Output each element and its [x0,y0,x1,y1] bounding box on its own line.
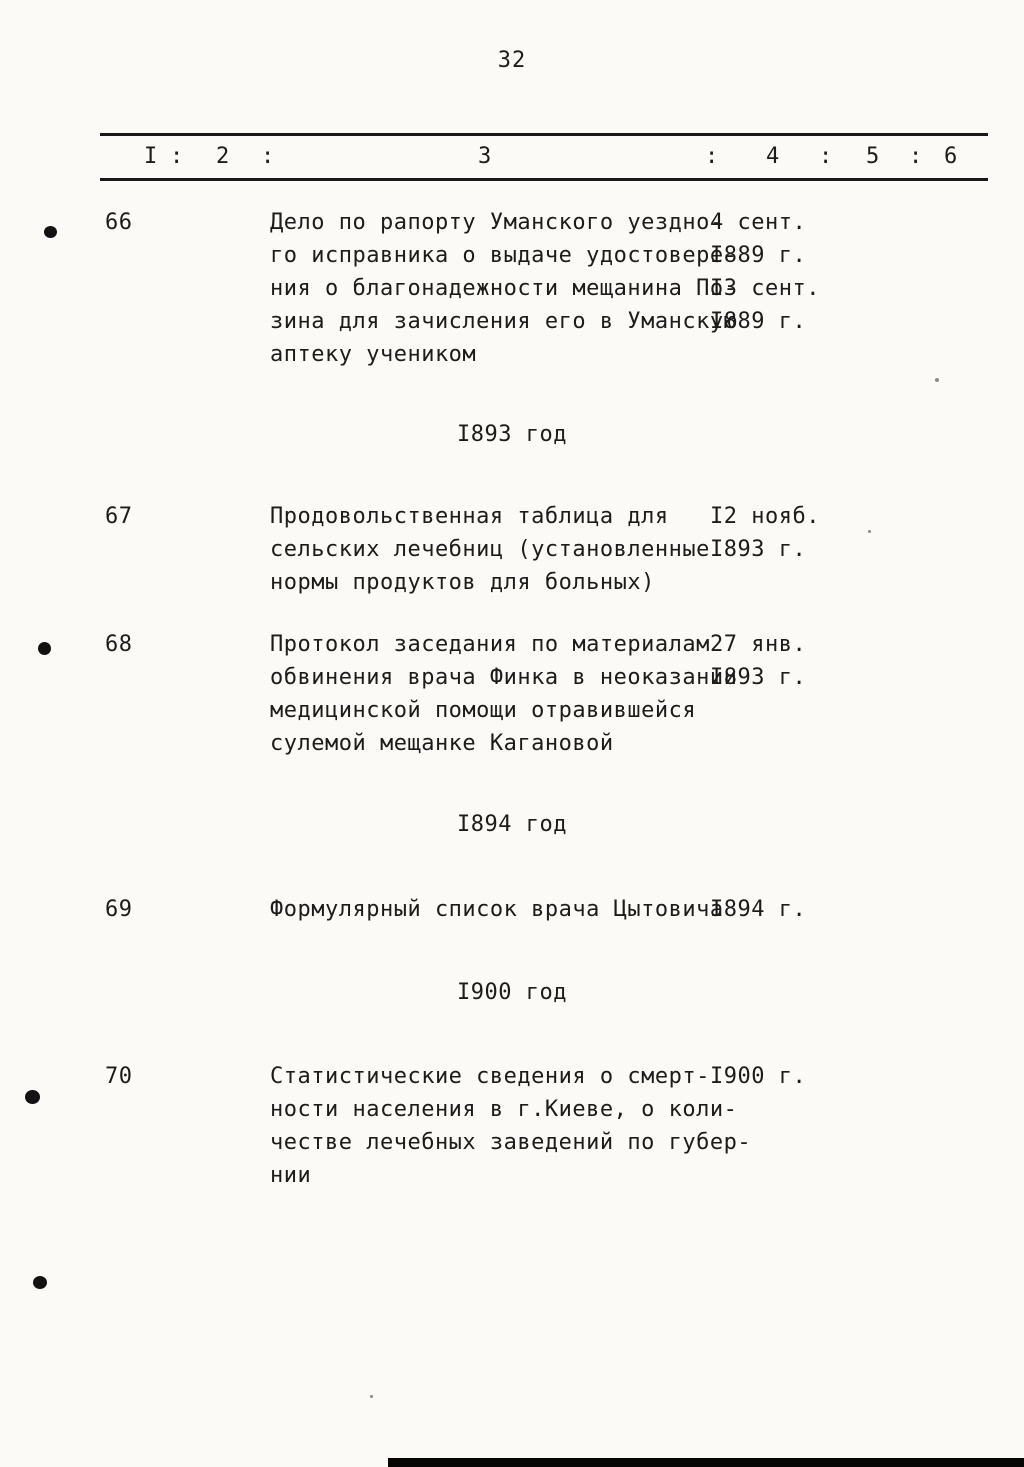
description-line: ности населения в г.Киеве, о коли- [270,1097,738,1122]
entry-number: 66 [105,210,133,235]
column-separator: : [909,144,923,169]
description-line: ния о благонадежности мещанина По- [270,276,738,301]
ink-dot [25,1090,40,1104]
date-line: I3 сент. [710,276,820,301]
description-line: медицинской помощи отравившейся [270,698,697,723]
paper-speck [868,530,871,533]
column-separator: : [819,144,833,169]
entry-dates [710,893,806,926]
ink-dot [38,642,51,655]
description-line: сельских лечебниц (установленные [270,537,710,562]
date-line: I889 г. [710,243,807,268]
date-line: I2 нояб. [710,504,820,529]
date-line: 4 сент. [710,210,807,235]
date-line: 27 янв. [710,632,807,657]
year-heading-1900: I900 год [457,980,567,1005]
column-header-4: 4 [766,144,780,169]
year-heading-1893: I893 год [457,422,567,447]
column-separator: : [261,144,275,169]
description-line: Продовольственная таблица для [270,504,669,529]
header-rule-bottom [100,178,988,181]
entry-dates [710,1060,806,1093]
description-line: Статистические сведения о смерт- [270,1064,710,1089]
year-heading-1894: I894 год [457,812,567,837]
entry-number: 70 [105,1064,133,1089]
description-line: обвинения врача Финка в неоказании [270,665,738,690]
entry-description [270,500,710,599]
column-header-6: 6 [944,144,958,169]
description-line: Дело по рапорту Уманского уездно- [270,210,724,235]
column-header-3: 3 [478,144,492,169]
entry-dates [710,500,820,566]
paper-speck [370,1395,373,1398]
entry-description [270,628,737,760]
entry-dates [710,206,820,338]
description-line: го исправника о выдаче удостовере- [270,243,738,268]
description-line: нормы продуктов для больных) [270,570,655,595]
date-line: I889 г. [710,309,807,334]
date-line: I900 г. [710,1064,807,1089]
description-line: зина для зачисления его в Уманскую [270,309,738,334]
ink-dot [33,1276,47,1289]
date-line: I893 г. [710,537,807,562]
entry-number: 69 [105,897,133,922]
page-number: 32 [497,48,527,73]
description-line: нии [270,1163,312,1188]
description-line: честве лечебных заведений по губер- [270,1130,752,1155]
table-header [100,133,988,181]
column-header-1: I [144,144,158,169]
column-separator: : [705,144,719,169]
description-line: аптеку учеником [270,342,477,367]
ink-dot [44,226,57,238]
date-line: I894 г. [710,897,807,922]
entry-description [270,893,724,926]
entry-description [270,1060,751,1192]
description-line: Протокол заседания по материалам [270,632,710,657]
date-line: I893 г. [710,665,807,690]
column-header-5: 5 [866,144,880,169]
entry-number: 68 [105,632,133,657]
entry-number: 67 [105,504,133,529]
paper-speck [935,378,939,382]
scan-edge-bar [388,1458,1024,1467]
column-separator: : [170,144,184,169]
description-line: сулемой мещанке Кагановой [270,731,614,756]
entry-description [270,206,737,371]
entry-dates [710,628,806,694]
description-line: Формулярный список врача Цытовича [270,897,724,922]
column-header-2: 2 [216,144,230,169]
header-rule-top [100,133,988,136]
